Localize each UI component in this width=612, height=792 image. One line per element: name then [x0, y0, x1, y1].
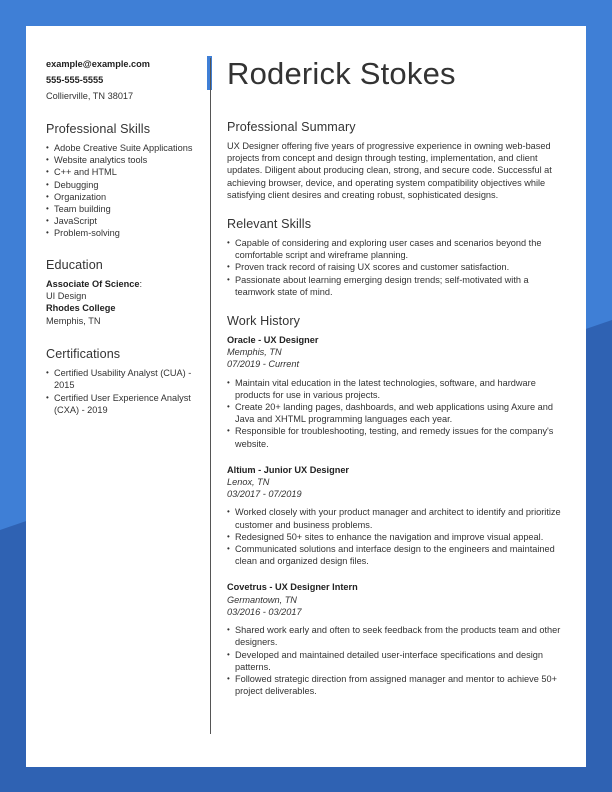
job-bullet: • Followed strategic direction from assigned manager and mentor to achieve 50+ project deliverables.	[227, 673, 569, 697]
summary-text: UX Designer offering five years of progressive experience in owning web-based projects from concept and design through testing, implementation, and client updates. Diligent about producing clean, strong, and secure code. Successful at achieving browser, device, and operating system compatibility objectives while satisfying client desires and creating robust, sophisticated designs.	[227, 141, 552, 200]
job-bullet: • Shared work early and often to seek feedback from the products team and other designers.	[227, 624, 569, 648]
job-bullet: • Create 20+ landing pages, dashboards, and web applications using Axure and Java and XHTML programming languages each year.	[227, 401, 569, 425]
job-bullet: • Responsible for troubleshooting, testing, and remedy issues for the company's website.	[227, 425, 569, 449]
main-column	[227, 56, 569, 711]
skills-list	[46, 142, 196, 240]
job-entry	[227, 464, 569, 568]
skill-item: • Team building	[46, 203, 196, 215]
relevant-skill-item: • Passionate about learning emerging design trends; self-motivated with a teamwork state of mind.	[227, 274, 569, 298]
work-history-heading: Work History	[227, 314, 301, 329]
job-dates: 03/2016 - 03/2017	[227, 606, 302, 617]
job-bullets	[227, 506, 569, 567]
job-location: Germantown, TN	[227, 594, 297, 605]
job-entry	[227, 334, 569, 450]
skill-item: • Website analytics tools	[46, 154, 196, 166]
skill-item: • C++ and HTML	[46, 166, 196, 178]
education-school: Rhodes College	[46, 303, 116, 314]
summary-heading: Professional Summary	[227, 120, 356, 134]
skill-item: • Problem-solving	[46, 227, 196, 239]
education-degree-line: Associate Of Science:	[46, 278, 143, 289]
contact-email: example@example.com	[46, 59, 150, 69]
skill-item: • Debugging	[46, 179, 196, 191]
job-bullets	[227, 377, 569, 450]
job-dates: 03/2017 - 07/2019	[227, 489, 302, 500]
job-bullet: • Communicated solutions and interface design to the engineers and maintained clean and organized design files.	[227, 543, 569, 567]
certification-item: • Certified Usability Analyst (CUA) - 2015	[46, 367, 196, 391]
education-heading: Education	[46, 257, 103, 272]
relevant-skill-item: • Capable of considering and exploring user cases and scenarios beyond the comfortable script and wireframe planning.	[227, 237, 569, 261]
certifications-heading: Certifications	[46, 347, 121, 362]
job-location: Lenox, TN	[227, 477, 270, 488]
relevant-skill-item: • Proven track record of raising UX scores and customer satisfaction.	[227, 261, 569, 273]
job-entry	[227, 581, 569, 697]
job-location: Memphis, TN	[227, 347, 282, 358]
job-bullet: • Worked closely with your product manager and architect to identify and prioritize customer and business problems.	[227, 506, 569, 530]
certification-item: • Certified User Experience Analyst (CXA) - 2019	[46, 392, 196, 416]
job-dates: 07/2019 - Current	[227, 359, 300, 370]
education-field: UI Design	[46, 291, 87, 302]
skill-item: • Organization	[46, 191, 196, 203]
job-title: Covetrus - UX Designer Intern	[227, 582, 358, 593]
job-bullet: • Redesigned 50+ sites to enhance the navigation and improve visual appeal.	[227, 531, 569, 543]
column-divider	[210, 58, 211, 734]
skills-heading: Professional Skills	[46, 122, 151, 136]
relevant-skills-list	[227, 237, 569, 298]
job-title: Altium - Junior UX Designer	[227, 464, 350, 475]
certifications-list	[46, 367, 196, 416]
resume-page	[26, 26, 586, 767]
contact-phone: 555-555-5555	[46, 75, 104, 85]
candidate-name: Roderick Stokes	[227, 56, 456, 91]
relevant-skills-heading: Relevant Skills	[227, 217, 312, 232]
job-bullet: • Maintain vital education in the latest technologies, software, and hardware products for use in various projects.	[227, 377, 569, 401]
contact-address: Collierville, TN 38017	[46, 91, 134, 101]
sidebar	[46, 56, 196, 416]
skill-item: • JavaScript	[46, 215, 196, 227]
education-location: Memphis, TN	[46, 315, 101, 326]
job-bullets	[227, 624, 569, 697]
education-degree: Associate Of Science	[46, 278, 140, 289]
skill-item: • Adobe Creative Suite Applications	[46, 142, 196, 154]
job-bullet: • Developed and maintained detailed user-interface specifications and design patterns.	[227, 649, 569, 673]
job-title: Oracle - UX Designer	[227, 335, 319, 346]
